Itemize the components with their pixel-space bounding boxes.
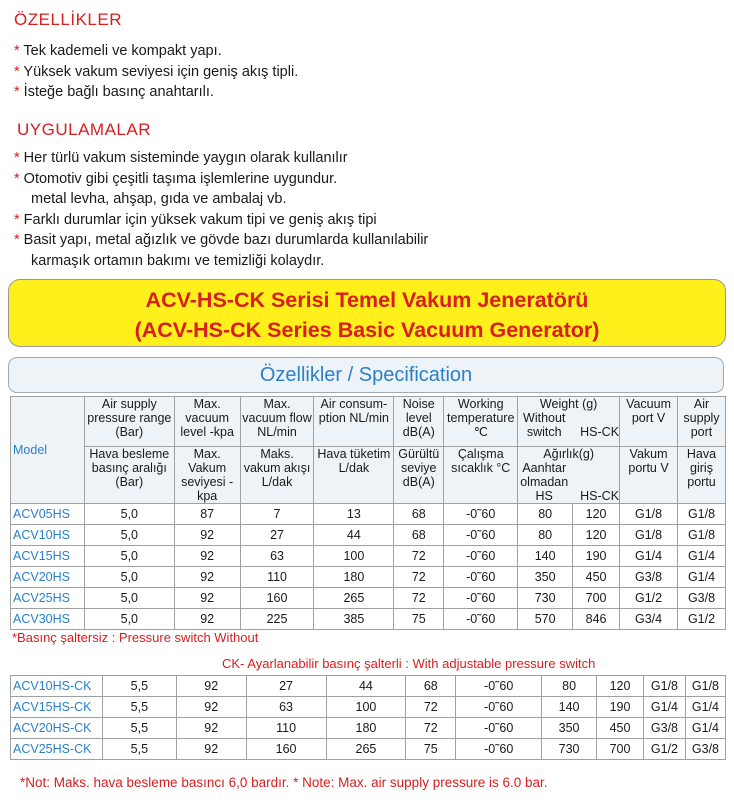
table-cell: 140 — [542, 697, 597, 718]
table-row — [11, 525, 726, 546]
table-cell: 92 — [176, 697, 246, 718]
table-cell: -0˜60 — [444, 567, 518, 588]
list-item: * İsteğe bağlı basınç anahtarılı. — [14, 84, 214, 100]
table-cell: 450 — [597, 718, 644, 739]
table-cell: 92 — [176, 739, 246, 760]
table-cell: -0˜60 — [444, 609, 518, 630]
header-cell: Max. vacuum flow NL/min — [240, 397, 314, 447]
table-cell: 72 — [406, 718, 456, 739]
header-cell: Vacuum port V — [620, 397, 678, 447]
table-cell: 265 — [314, 588, 394, 609]
model-cell: ACV20HS-CK — [11, 718, 103, 739]
note-max-pressure: *Not: Maks. hava besleme basıncı 6,0 bardır. * Note: Max. air supply pressure is 6.0 bar. — [20, 775, 548, 790]
table-cell: 190 — [573, 546, 620, 567]
table-cell: 5,5 — [102, 718, 176, 739]
header-cell: Hava giriş portu — [678, 447, 726, 504]
header-cell: Weight (g) Without switch HS-CK — [518, 397, 620, 447]
table-cell: 5,0 — [84, 567, 174, 588]
table-cell: 700 — [597, 739, 644, 760]
header-cell: Working temperature ℃ — [444, 397, 518, 447]
table-cell: 385 — [314, 609, 394, 630]
table-cell: 75 — [394, 609, 444, 630]
table-cell: 190 — [597, 697, 644, 718]
table-row — [11, 546, 726, 567]
table-cell: 68 — [406, 676, 456, 697]
list-item: * Her türlü vakum sisteminde yaygın olarak kullanılır — [14, 150, 348, 166]
header-cell: Çalışma sıcaklık °C — [444, 447, 518, 504]
list-item: metal levha, ahşap, gıda ve ambalaj vb. — [31, 191, 287, 207]
header-cell: Air supply port — [678, 397, 726, 447]
spec-table — [10, 396, 726, 630]
table-cell: G1/8 — [678, 504, 726, 525]
table-cell: 5,0 — [84, 546, 174, 567]
table-cell: -0˜60 — [456, 718, 542, 739]
table-cell: 100 — [326, 697, 406, 718]
table-cell: 5,5 — [102, 697, 176, 718]
header-cell: Maks. vakum akışı L/dak — [240, 447, 314, 504]
table-cell: 68 — [394, 525, 444, 546]
list-item: * Otomotiv gibi çeşitli taşıma işlemlerine uygundur. — [14, 170, 338, 187]
table-cell: -0˜60 — [444, 588, 518, 609]
table-cell: 92 — [174, 546, 240, 567]
header-row-tr — [11, 447, 726, 504]
table-row — [11, 504, 726, 525]
table-cell: 27 — [246, 676, 326, 697]
table-cell: 730 — [518, 588, 573, 609]
list-item: * Basit yapı, metal ağızlık ve gövde bazı durumlarda kullanılabilir — [14, 232, 429, 248]
table-cell: 120 — [597, 676, 644, 697]
table-cell: 92 — [176, 676, 246, 697]
table-cell: -0˜60 — [456, 739, 542, 760]
table-cell: 350 — [542, 718, 597, 739]
table-row — [11, 609, 726, 630]
table-cell: 180 — [326, 718, 406, 739]
table-cell: 846 — [573, 609, 620, 630]
model-cell: ACV15HS-CK — [11, 697, 103, 718]
table-cell: 72 — [394, 567, 444, 588]
table-cell: G1/4 — [685, 697, 725, 718]
table-cell: 92 — [174, 609, 240, 630]
header-row-en — [11, 397, 726, 447]
table-cell: 160 — [246, 739, 326, 760]
table-cell: G1/4 — [678, 567, 726, 588]
header-cell: Ağırlık(g) Aanhtar olmadan HS HS-CK — [518, 447, 620, 504]
table-cell: 350 — [518, 567, 573, 588]
table-cell: -0˜60 — [456, 676, 542, 697]
applications-title: UYGULAMALAR — [17, 120, 151, 139]
list-item: karmaşık ortamın bakımı ve temizliği kolaydır. — [31, 252, 325, 269]
table-cell: 80 — [518, 504, 573, 525]
table-cell: G1/8 — [685, 676, 725, 697]
table-cell: 72 — [394, 588, 444, 609]
table-cell: 730 — [542, 739, 597, 760]
model-cell: ACV30HS — [11, 609, 85, 630]
model-cell: ACV10HS — [11, 525, 85, 546]
features-title: ÖZELLİKLER — [14, 10, 122, 29]
model-cell: ACV05HS — [11, 504, 85, 525]
model-cell: ACV10HS-CK — [11, 676, 103, 697]
features-list — [14, 41, 298, 103]
table-cell: 92 — [176, 718, 246, 739]
table-cell: 100 — [314, 546, 394, 567]
table-cell: 75 — [406, 739, 456, 760]
header-cell: Vakum portu V — [620, 447, 678, 504]
applications-list — [14, 148, 428, 271]
table-cell: 180 — [314, 567, 394, 588]
table-cell: 7 — [240, 504, 314, 525]
model-cell: ACV25HS-CK — [11, 739, 103, 760]
table-row — [11, 588, 726, 609]
table-cell: G3/8 — [620, 567, 678, 588]
table-cell: 92 — [174, 567, 240, 588]
table-cell: 92 — [174, 525, 240, 546]
table-cell: 5,0 — [84, 588, 174, 609]
table-cell: G3/8 — [685, 739, 725, 760]
table-row — [11, 739, 726, 760]
table-cell: 700 — [573, 588, 620, 609]
table-cell: 13 — [314, 504, 394, 525]
table-row — [11, 676, 726, 697]
table-cell: G1/8 — [678, 525, 726, 546]
table-cell: 450 — [573, 567, 620, 588]
table-row — [11, 697, 726, 718]
table-cell: 68 — [394, 504, 444, 525]
header-cell: Air supply pressure range (Bar) — [84, 397, 174, 447]
table-cell: 5,0 — [84, 504, 174, 525]
table-cell: G1/8 — [620, 525, 678, 546]
table-row — [11, 718, 726, 739]
table-cell: G1/2 — [643, 739, 685, 760]
table-cell: G1/4 — [685, 718, 725, 739]
table-cell: G1/4 — [678, 546, 726, 567]
table-cell: 44 — [326, 676, 406, 697]
ck-table — [10, 675, 726, 760]
spec-title: Özellikler / Specification — [8, 357, 724, 393]
table-cell: G1/2 — [678, 609, 726, 630]
table-cell: 87 — [174, 504, 240, 525]
table-cell: 570 — [518, 609, 573, 630]
list-item: * Farklı durumlar için yüksek vakum tipi ve geniş akış tipi — [14, 211, 377, 228]
header-cell: Hava besleme basınç aralığı (Bar) — [84, 447, 174, 504]
model-cell: ACV15HS — [11, 546, 85, 567]
table-cell: -0˜60 — [456, 697, 542, 718]
table-cell: G3/8 — [678, 588, 726, 609]
model-cell: ACV25HS — [11, 588, 85, 609]
header-cell: Noise level dB(A) — [394, 397, 444, 447]
table-cell: -0˜60 — [444, 525, 518, 546]
table-cell: G3/8 — [643, 718, 685, 739]
table-cell: 110 — [246, 718, 326, 739]
model-header: Model — [11, 397, 85, 504]
table-cell: 27 — [240, 525, 314, 546]
table-cell: 265 — [326, 739, 406, 760]
list-item: * Yüksek vakum seviyesi için geniş akış tipli. — [14, 63, 299, 80]
table-cell: 110 — [240, 567, 314, 588]
table-cell: 72 — [394, 546, 444, 567]
table-cell: 120 — [573, 504, 620, 525]
note-ck-switch: CK- Ayarlanabilir basınç şalterli : With adjustable pressure switch — [222, 656, 596, 671]
table-cell: 63 — [246, 697, 326, 718]
table-cell: G1/2 — [620, 588, 678, 609]
table-cell: 92 — [174, 588, 240, 609]
table-cell: G3/4 — [620, 609, 678, 630]
table-cell: -0˜60 — [444, 546, 518, 567]
table-cell: 5,5 — [102, 739, 176, 760]
header-cell: Gürültü seviye dB(A) — [394, 447, 444, 504]
list-item: * Tek kademeli ve kompakt yapı. — [14, 43, 222, 59]
table-cell: G1/4 — [643, 697, 685, 718]
table-cell: 44 — [314, 525, 394, 546]
header-cell: Hava tüketim L/dak — [314, 447, 394, 504]
table-cell: 140 — [518, 546, 573, 567]
table-cell: -0˜60 — [444, 504, 518, 525]
banner-title-tr: ACV-HS-CK Serisi Temel Vakum Jeneratörü — [145, 288, 589, 312]
table-cell: 72 — [406, 697, 456, 718]
product-banner — [8, 279, 726, 347]
table-cell: 160 — [240, 588, 314, 609]
note-without-switch: *Basınç şaltersiz : Pressure switch Without — [12, 630, 259, 645]
table-cell: 63 — [240, 546, 314, 567]
header-cell: Air consum-ption NL/min — [314, 397, 394, 447]
header-cell: Max. Vakum seviyesi -kpa — [174, 447, 240, 504]
table-cell: G1/8 — [643, 676, 685, 697]
table-cell: G1/4 — [620, 546, 678, 567]
banner-title-en: (ACV-HS-CK Series Basic Vacuum Generator) — [134, 318, 600, 342]
table-cell: 5,5 — [102, 676, 176, 697]
model-cell: ACV20HS — [11, 567, 85, 588]
table-cell: 80 — [518, 525, 573, 546]
table-cell: 5,0 — [84, 525, 174, 546]
table-cell: 80 — [542, 676, 597, 697]
table-cell: 225 — [240, 609, 314, 630]
table-cell: 5,0 — [84, 609, 174, 630]
table-cell: G1/8 — [620, 504, 678, 525]
table-cell: 120 — [573, 525, 620, 546]
header-cell: Max. vacuum level -kpa — [174, 397, 240, 447]
table-row — [11, 567, 726, 588]
